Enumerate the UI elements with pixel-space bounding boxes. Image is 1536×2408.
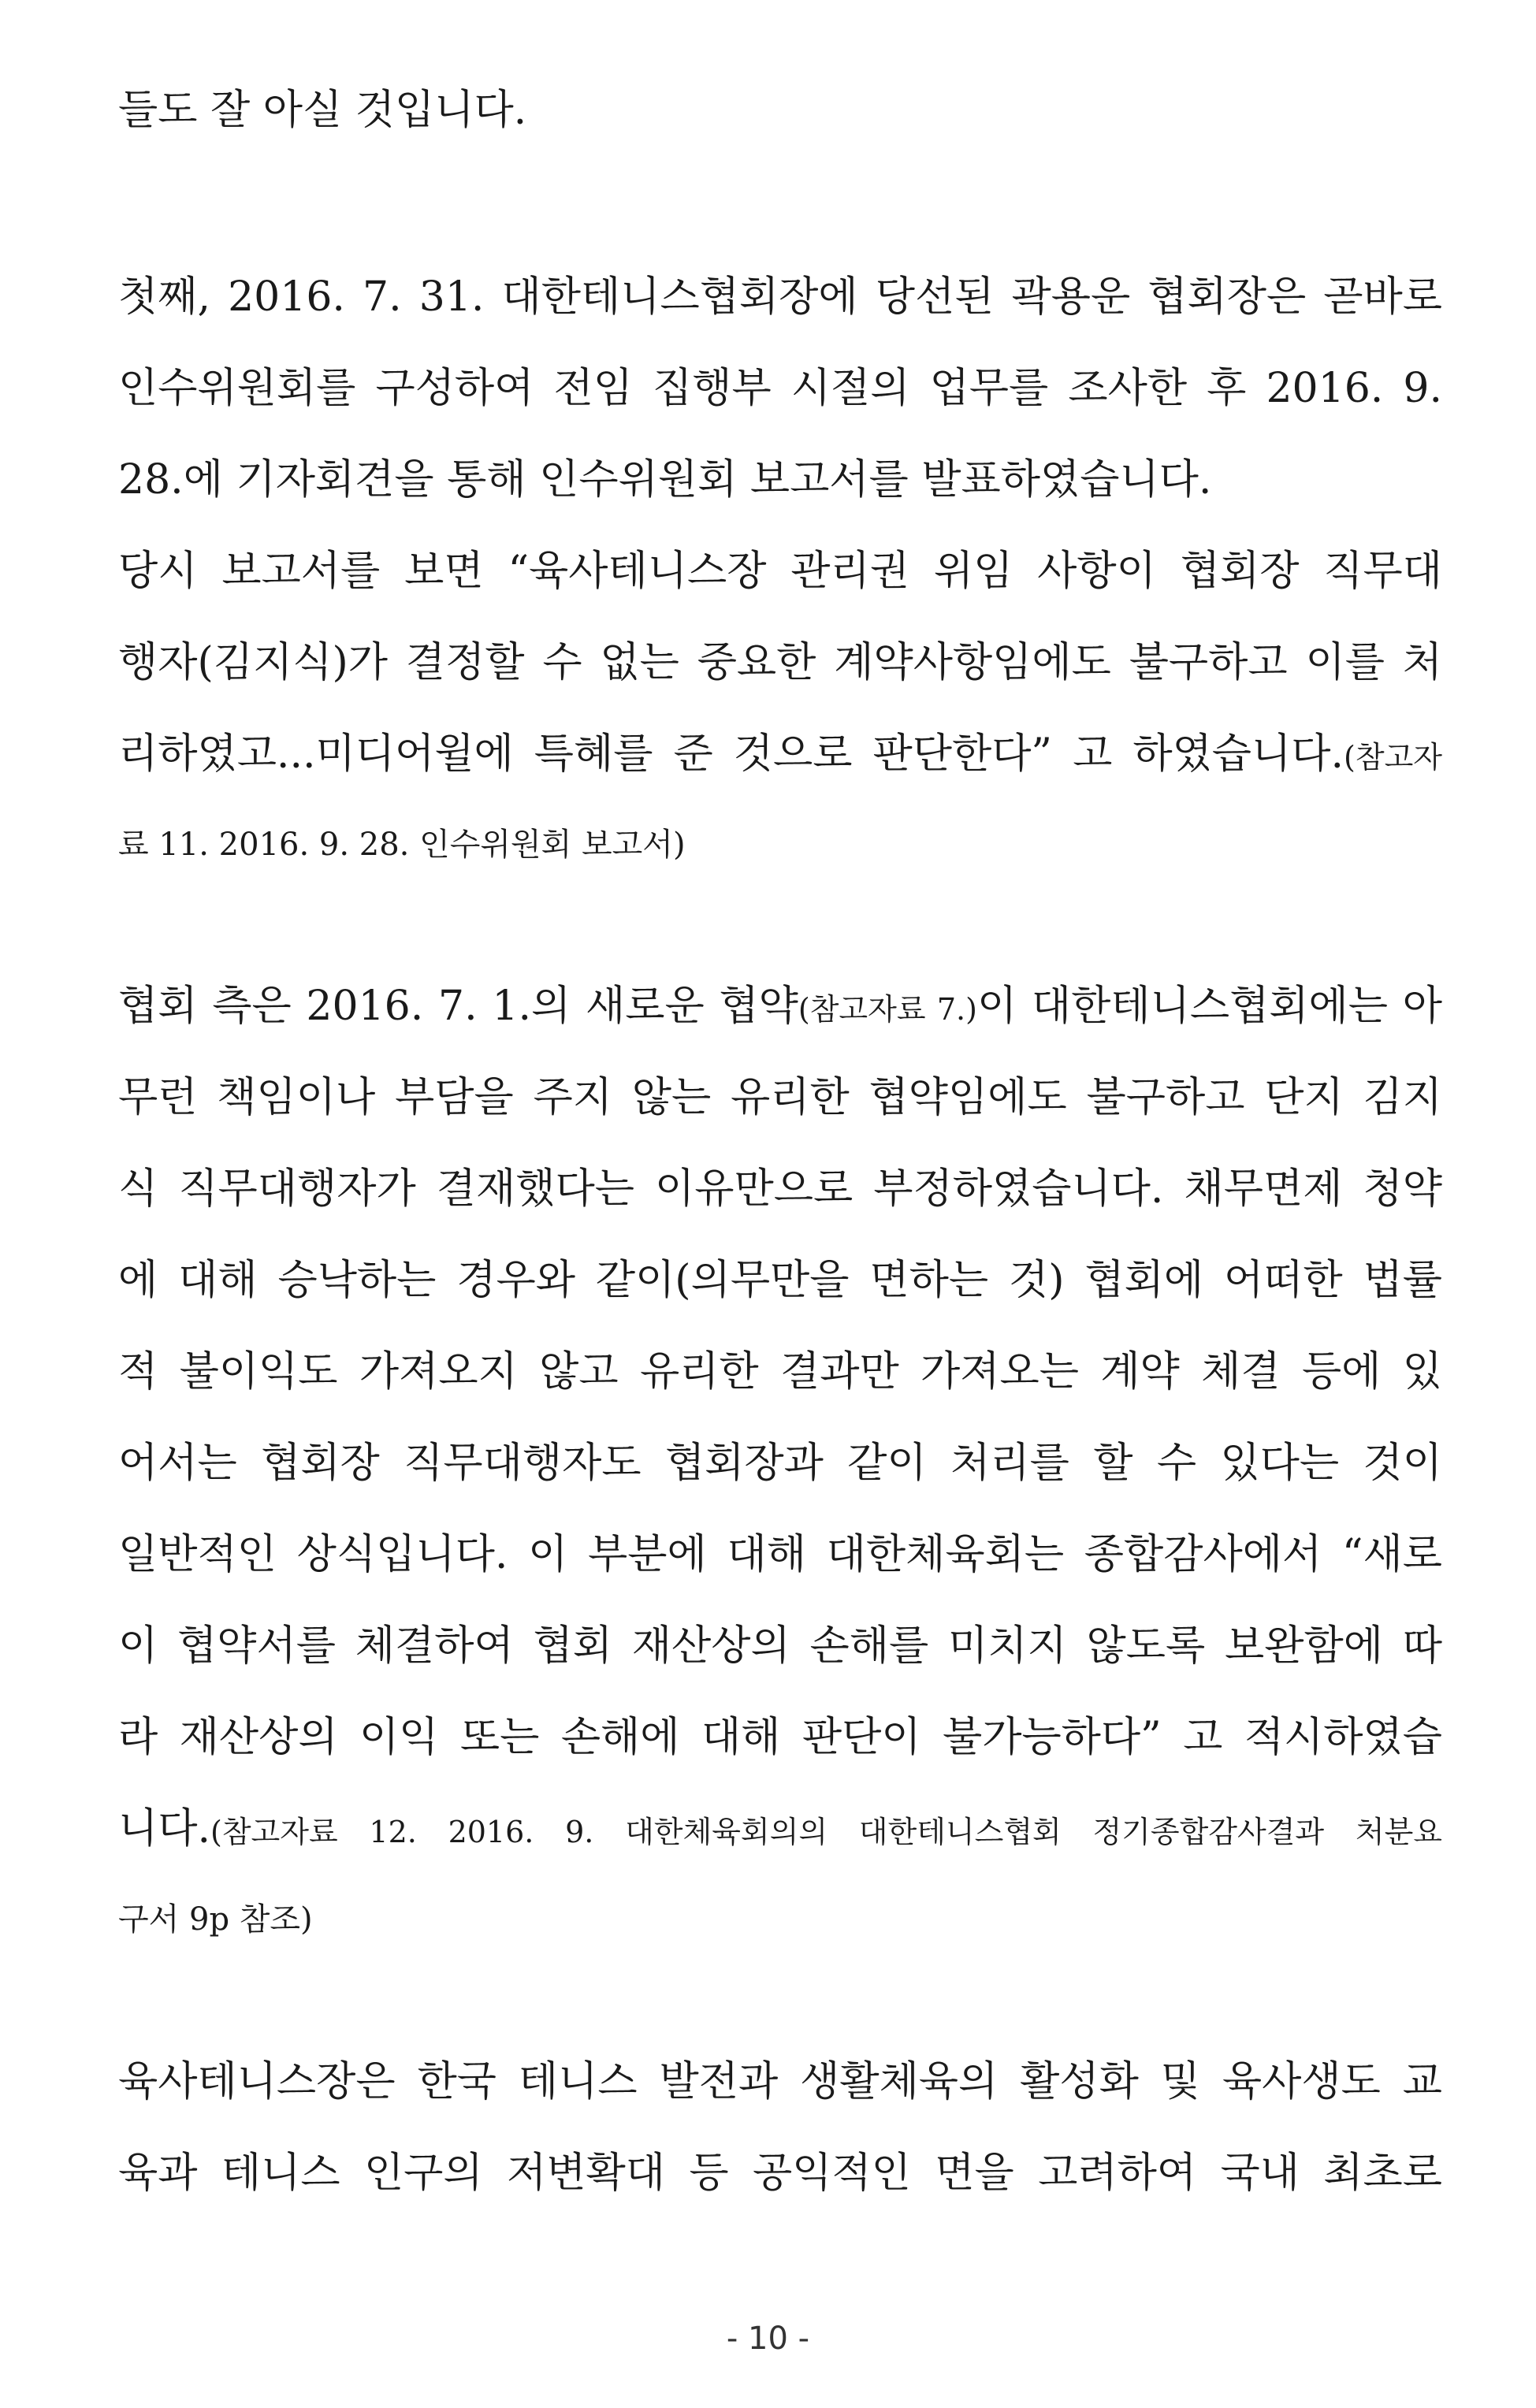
text-line: 식 직무대행자가 결재했다는 이유만으로 부정하였습니다. 채무면제 청약: [118, 1165, 1442, 1213]
reference-note: 구서 9p 참조): [118, 1901, 313, 1938]
text-line: 인수위원회를 구성하여 전임 집행부 시절의 업무를 조사한 후 2016. 9.: [118, 365, 1442, 412]
text-line: 첫째, 2016. 7. 31. 대한테니스협회장에 당선된 곽용운 협회장은 곧바로: [118, 273, 1442, 321]
text-segment: 니다.: [118, 1805, 210, 1852]
text-line: 에 대해 승낙하는 경우와 같이(의무만을 면하는 것) 협회에 어떠한 법률: [118, 1257, 1442, 1304]
reference-note: (참고자: [1344, 740, 1442, 775]
reference-note: 료 11. 2016. 9. 28. 인수위원회 보고서): [118, 827, 686, 863]
text-line: 육과 테니스 인구의 저변확대 등 공익적인 면을 고려하여 국내 최초로: [118, 2150, 1442, 2197]
text-line: [118, 729, 1442, 782]
text-line: 들도 잘 아실 것입니다.: [118, 87, 527, 134]
text-segment: 협회 측은 2016. 7. 1.의 새로운 협약: [118, 983, 798, 1030]
text-line: 어서는 협회장 직무대행자도 협회장과 같이 처리를 할 수 있다는 것이: [118, 1440, 1442, 1487]
text-line: [118, 981, 1442, 1035]
text-line: [118, 1804, 1442, 1857]
text-segment: 이 대한테니스협회에는 아: [976, 983, 1442, 1030]
text-line: 일반적인 상식입니다. 이 부분에 대해 대한체육회는 종합감사에서 “새로: [118, 1531, 1442, 1578]
text-line: 행자(김지식)가 결정할 수 없는 중요한 계약사항임에도 불구하고 이를 처: [118, 639, 1442, 686]
text-line: 라 재산상의 이익 또는 손해에 대해 판단이 불가능하다” 고 적시하였습: [118, 1714, 1442, 1761]
text-line: 적 불이익도 가져오지 않고 유리한 결과만 가져오는 계약 체결 등에 있: [118, 1348, 1442, 1395]
text-line: 육사테니스장은 한국 테니스 발전과 생활체육의 활성화 및 육사생도 교: [118, 2058, 1442, 2105]
reference-note: (참고자료 7.): [798, 992, 977, 1027]
text-line: 당시 보고서를 보면 “육사테니스장 관리권 위임 사항이 협회장 직무대: [118, 548, 1442, 595]
text-segment: 리하였고...미디어윌에 특혜를 준 것으로 판단한다” 고 하였습니다.: [118, 730, 1344, 778]
page-number: - 10 -: [726, 2321, 810, 2357]
text-line: 이 협약서를 체결하여 협회 재산상의 손해를 미치지 않도록 보완함에 따: [118, 1622, 1442, 1670]
reference-note: (참고자료 12. 2016. 9. 대한체육회의의 대한테니스협회 정기종합감사결과 처분요: [210, 1815, 1442, 1849]
text-line: 28.에 기자회견을 통해 인수위원회 보고서를 발표하였습니다.: [118, 456, 1212, 504]
text-line: 무런 책임이나 부담을 주지 않는 유리한 협약임에도 불구하고 단지 김지: [118, 1074, 1442, 1121]
